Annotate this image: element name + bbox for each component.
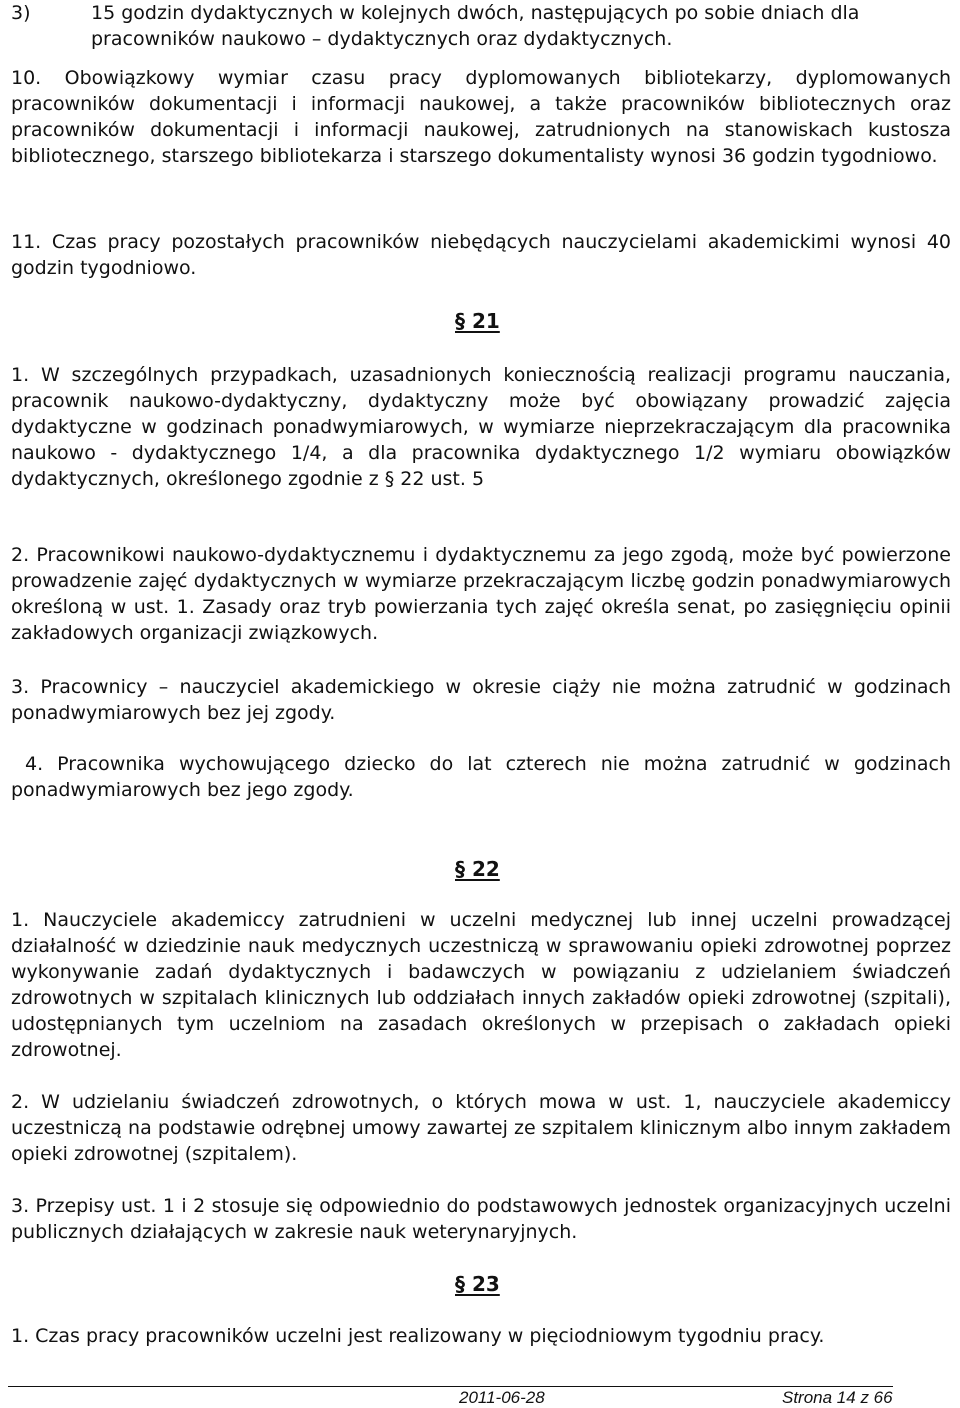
list-item-text: 15 godzin dydaktycznych w kolejnych dwóch, następujących po sobie dniach dla pracowników naukowo – dydaktycznych oraz dydaktycznych. — [91, 2, 860, 50]
section-21-paragraph-1 — [11, 362, 951, 492]
list-item-number: 3) — [11, 2, 31, 24]
footer-date: 2011-06-28 — [459, 1388, 545, 1407]
section-23-paragraph-1 — [11, 1323, 951, 1349]
section-22-heading: § 22 — [455, 857, 500, 881]
section-21-paragraph-4-text: 4. Pracownika wychowującego dziecko do lat czterech nie można zatrudnić w godzinach ponadwymiarowych bez jego zgody. — [11, 753, 958, 801]
paragraph-10-text: 10. Obowiązkowy wymiar czasu pracy dyplomowanych bibliotekarzy, dyplomowanych pracowników dokumentacji i informacji naukowej, a także pracowników bibliotecznych oraz pracowników dokumentacji i informacji naukowej, zatrudnionych na stanowiskach kustosza bibliotecznego, starszego bibliotekarza i starszego dokumentalisty wynosi 36 godzin tygodniowo. — [11, 67, 951, 167]
section-21-paragraph-4 — [11, 751, 958, 803]
section-22-paragraph-1 — [11, 907, 951, 1063]
paragraph-10 — [11, 65, 951, 169]
section-23-paragraph-1-text: 1. Czas pracy pracowników uczelni jest realizowany w pięciodniowym tygodniu pracy. — [11, 1325, 825, 1347]
section-22-paragraph-3-text: 3. Przepisy ust. 1 i 2 stosuje się odpowiednio do podstawowych jednostek organizacyjnych uczelni publicznych działających w zakresie nauk weterynaryjnych. — [11, 1195, 951, 1243]
section-22-paragraph-2 — [11, 1089, 951, 1167]
section-21-heading: § 21 — [455, 309, 500, 333]
footer-page-number: Strona 14 z 66 — [782, 1388, 893, 1407]
list-item-3 — [11, 0, 951, 52]
paragraph-11-text: 11. Czas pracy pozostałych pracowników niebędących nauczycielami akademickimi wynosi 40 godzin tygodniowo. — [11, 231, 951, 279]
section-21-paragraph-3-text: 3. Pracownicy – nauczyciel akademickiego w okresie ciąży nie można zatrudnić w godzinach ponadwymiarowych bez jej zgody. — [11, 676, 951, 724]
section-22-paragraph-1-text: 1. Nauczyciele akademiccy zatrudnieni w uczelni medycznej lub innej uczelni prowadzącej działalność w dziedzinie nauk medycznych uczestniczą w sprawowaniu opieki zdrowotnej poprzez wykonywanie zadań dydaktycznych i badawczych w powiązaniu z udzielaniem świadczeń zdrowotnych w szpitalach klinicznych lub oddziałach innych zakładów opieki zdrowotnej (szpitali), udostępnianych tym uczelniom na zasadach określonych w przepisach o zakładach opieki zdrowotnej. — [11, 909, 951, 1061]
footer-divider — [8, 1386, 893, 1387]
section-23-heading: § 23 — [455, 1272, 500, 1296]
section-22-paragraph-2-text: 2. W udzielaniu świadczeń zdrowotnych, o których mowa w ust. 1, nauczyciele akademiccy uczestniczą na podstawie odrębnej umowy zawartej ze szpitalem klinicznym albo innym zakładem opieki zdrowotnej (szpitalem). — [11, 1091, 951, 1165]
section-21-paragraph-3 — [11, 674, 951, 726]
section-21-paragraph-2-text: 2. Pracownikowi naukowo-dydaktycznemu i dydaktycznemu za jego zgodą, może być powierzone prowadzenie zajęć dydaktycznych w wymiarze przekraczającym liczbę godzin ponadwymiarowych określoną w ust. 1. Zasady oraz tryb powierzania tych zajęć określa senat, po zasięgnięciu opinii zakładowych organizacji związkowych. — [11, 544, 951, 644]
section-21-paragraph-2 — [11, 542, 951, 646]
paragraph-11 — [11, 229, 951, 281]
section-22-paragraph-3 — [11, 1193, 951, 1245]
section-21-paragraph-1-text: 1. W szczególnych przypadkach, uzasadnionych koniecznością realizacji programu nauczania, pracownik naukowo-dydaktyczny, dydaktyczny może być obowiązany prowadzić zajęcia dydaktyczne w godzinach ponadwymiarowych, w wymiarze nieprzekraczającym dla pracownika naukowo - dydaktycznego 1/4, a dla pracownika dydaktycznego 1/2 wymiaru obowiązków dydaktycznych, określonego zgodnie z § 22 ust. 5 — [11, 364, 951, 490]
